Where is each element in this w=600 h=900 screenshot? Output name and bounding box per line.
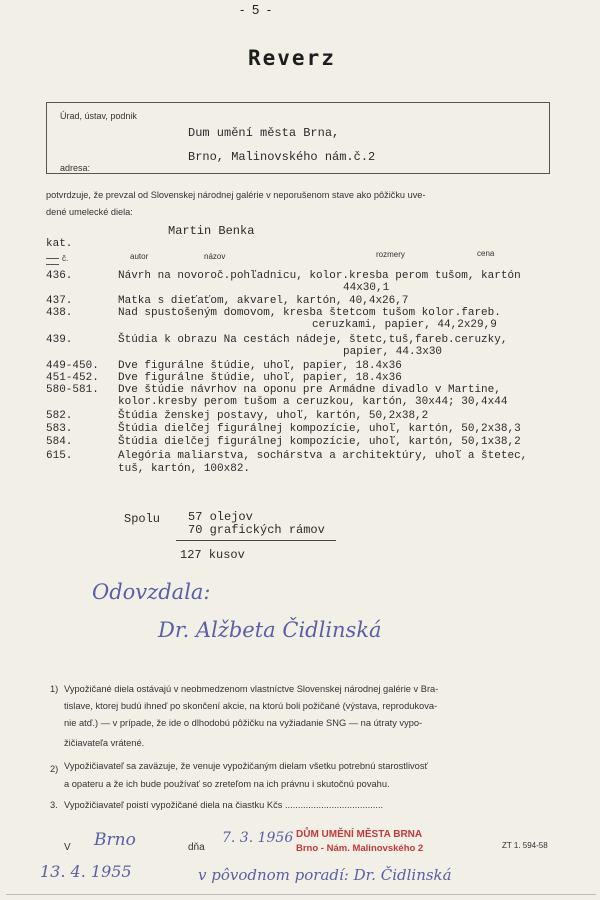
stamp-line-1: DŮM UMĚNÍ MĚSTA BRNA: [296, 829, 423, 840]
totals-graphics: 70 grafických rámov: [188, 523, 325, 537]
term-text: Vypožičiavateľ poistí vypožičané diela na čiastku Kčs ......................................: [64, 800, 384, 810]
totals-label: Spolu: [124, 512, 161, 526]
item-text: Alegória maliarstva, sochárstva a architektúry, uhoľ a štetec,: [118, 450, 528, 462]
item-text: Štúdia dielčej figurálnej kompozície, uhoľ, kartón, 50,2x38,3: [118, 423, 521, 435]
item-number: 583.: [46, 423, 73, 435]
institution-stamp: [296, 829, 466, 859]
intro-line-1: potvrdzuje, že prevzal od Slovenskej národnej galérie v neporušenom stave ako pôžičku uve-: [46, 190, 426, 200]
column-dimensions: rozmery: [376, 250, 405, 259]
item-number: 582.: [46, 410, 73, 422]
item-text: Návrh na novoroč.pohľadnicu, kolor.kresba perom tušom, kartón: [118, 270, 521, 282]
stamp-line-2: Brno - Nám. Malinovského 2: [296, 843, 424, 854]
totals-sum: 127 kusov: [180, 548, 245, 562]
address-label: adresa:: [60, 163, 91, 173]
term-text: nie atď.) — v prípade, že ide o dlhodobú pôžičku na vyžiadanie SNG — na útraty vypo-: [64, 718, 423, 728]
intro-line-2: dené umelecké diela:: [46, 207, 133, 217]
handwritten-signature: Dr. Alžbeta Čidlinská: [158, 618, 382, 642]
office-label: Úrad, ústav, podnik: [60, 111, 137, 121]
item-text-cont: papier, 44.3x30: [343, 346, 443, 358]
form-code: ZT 1. 594-58: [502, 841, 548, 850]
item-text-cont: 44x30,1: [343, 282, 390, 294]
page-number: - 5 -: [240, 2, 274, 17]
item-text-cont: ceruzkami, papier, 44,2x29,9: [312, 319, 497, 331]
item-number: 580-581.: [46, 384, 99, 396]
handwritten-bottom-date: 13. 4. 1955: [40, 862, 132, 881]
term-text: Vypožičiavateľ sa zaväzuje, že venuje vypožičaným dielam všetku potrebnú starostlivosť: [64, 761, 428, 771]
item-number: 438.: [46, 307, 73, 319]
item-number: 439.: [46, 334, 73, 346]
term-label: 1): [50, 684, 59, 694]
handwritten-place: Brno: [94, 830, 136, 850]
item-number: 437.: [46, 295, 73, 307]
handwritten-date: 7. 3. 1956: [222, 830, 294, 846]
item-text: Štúdia ženskej postavy, uhoľ, kartón, 50,2x38,2: [118, 410, 429, 422]
strikeout-mark: [46, 258, 59, 265]
term-label: 3.: [50, 800, 58, 810]
item-number: 615.: [46, 450, 73, 462]
term-text: tislave, ktorej budú ihneď po skončení akcie, na ktorú boli požičané (výstava, reprodukova-: [64, 701, 438, 711]
term-label: 2): [50, 764, 59, 774]
column-price: cena: [477, 249, 495, 258]
item-number: 584.: [46, 436, 73, 448]
totals-oils: 57 olejov: [188, 510, 253, 524]
item-number: 451-452.: [46, 372, 99, 384]
kat-number-label: č.: [62, 254, 69, 263]
column-author: autor: [130, 252, 149, 261]
item-text: Matka s dieťaťom, akvarel, kartón, 40,4x26,7: [118, 295, 409, 307]
column-title: názov: [204, 252, 226, 261]
item-number: 449-450.: [46, 360, 99, 372]
kat-label: kat.: [46, 238, 73, 250]
footer-v-label: V: [64, 842, 71, 853]
term-text: a opateru a že ich bude používať so zreteľom na ich právnu i skutočnú povahu.: [64, 779, 390, 789]
totals-rule: [176, 540, 336, 541]
bottom-rule: [6, 894, 596, 895]
item-number: 436.: [46, 270, 73, 282]
item-text: Nad spustošeným domovom, kresba štetcom tušom kolor.fareb.: [118, 307, 501, 319]
office-address: Brno, Malinovského nám.č.2: [188, 150, 376, 164]
handwritten-bottom-note: v pôvodnom poradí: Dr. Čidlinská: [198, 866, 452, 884]
item-text-cont: tuš, kartón, 100x82.: [118, 463, 251, 475]
office-name: Dum umění města Brna,: [188, 126, 340, 140]
item-text: Dve figurálne štúdie, uhoľ, papier, 18.4x36: [118, 360, 402, 372]
item-text: Dve figurálne štúdie, uhoľ, papier, 18.4x36: [118, 372, 402, 384]
term-text: žičiavateľa vrátené.: [64, 738, 145, 748]
artist-name: Martin Benka: [168, 224, 255, 238]
item-text: Dve štúdie návrhov na oponu pre Armádne divadlo v Martine,: [118, 384, 501, 396]
handwritten-received-label: Odovzdala:: [92, 580, 211, 604]
item-text: Štúdia k obrazu Na cestách nádeje, štetc,tuš,fareb.ceruzky,: [118, 334, 508, 346]
footer-date-label: dňa: [188, 842, 205, 853]
item-text-cont: kolor.kresby perom tušom a ceruzkou, kartón, 30x44; 30,4x44: [118, 396, 508, 408]
term-text: Vypožičané diela ostávajú v neobmedzenom vlastníctve Slovenskej národnej galérie v Bra-: [64, 684, 439, 694]
item-text: Štúdia dielčej figurálnej kompozície, uhoľ, kartón, 50,1x38,2: [118, 436, 521, 448]
page-title: Reverz: [248, 46, 336, 70]
